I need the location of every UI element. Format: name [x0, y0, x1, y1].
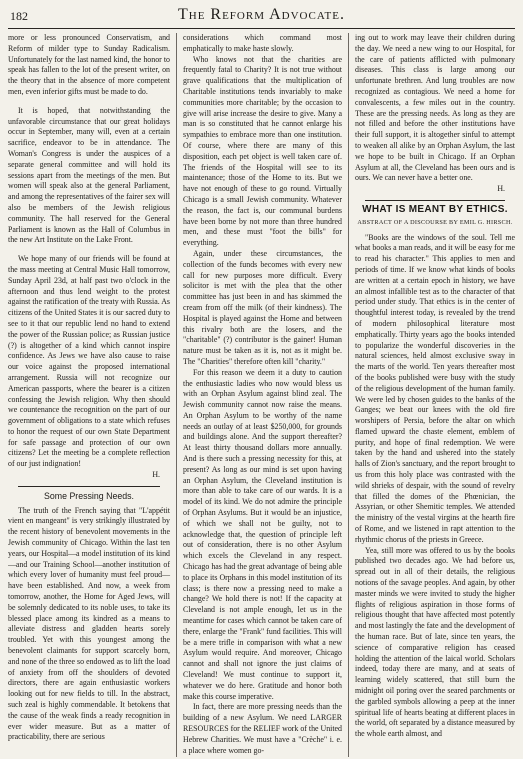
column-2: [176, 33, 348, 757]
paragraph: more or less pronounced Conservatism, and Reform of milder type to Sunday Radicalism. Unfortunately for the last named kind, the honor to speak has fallen to the lot of the present writer, on the theory that in the absence of more competent men, even inferior gifts must be made to do.: [8, 33, 170, 96]
paragraph: Again, under these circumstances, the collection of the funds becomes with every new call for new purposes more difficult. Every solicitor is met with the plea that the other committee has just been in and has skimmed the cream from off the milk (of their kindness). The Hospital is played against the Home and between this rivalry both are the losers, and the "charitable" (?) contributor is the gainer! Human nature must be taken as it is, not as it might be. The "Charities" therefore often kill "charity.": [183, 248, 342, 366]
paragraph: considerations which command most emphatically to make haste slowly.: [183, 33, 342, 53]
page-number: 182: [10, 9, 28, 23]
section-title: Some Pressing Needs.: [44, 490, 134, 501]
paragraph: The truth of the French saying that "L'appétit vient en mangeant" is very strikingly illustrated by the recent history of benevolent movements in the Jewish community of Chicago. Within the last ten years, our Hospital—a model institution of its kind—and our Training School—another institution of which every lover of humanity must feel proud—have been established. And now, a week from tomorrow, another, the Home for Aged Jews, will be solemnly dedicated to its noble uses, to take its blessed place among its kindred as a means to alleviate distress and gladden hearts sorely troubled. Yet with this youngest among the benevolent claimants for support scarcely born, and none of the three so endowed as to lift the load of anxiety from off the shoulders of devoted directors, there are again enthusiastic workers looking out for new fields to till. In the abstract, such zeal is highly commendable. It betokens that the cause of the weak finds a ready recognition in ever wider measure. But as a matter of practicability, there are serious: [8, 505, 170, 742]
article-title: WHAT IS MEANT BY ETHICS.: [362, 203, 508, 215]
divider: [18, 486, 160, 487]
page-header: [8, 4, 515, 29]
paragraph: Yea, still more was offered to us by the books published two decades ago. We had before us, spread out in all of their details, the religious notions of the savage peoples. And again, by other master minds we were invited to study the higher flights of religious aspiration in those forms of religious thought that have affected most potently and most lastingly the fate and the development of the human race. But of late, since ten years, the science of comparative religion has ceased holding the attention of the laical world. Scholars indeed, today there are many, and at seats of learning widely scattered, that still burn the midnight oil poring over the seared parchments or the garbled symbols allowing a peep at the inner spiritual life of hearts beating at different places in the world, oft separated by a distance measured by the whole earth almost, and: [355, 545, 515, 739]
masthead-title: The Reform Advocate.: [177, 6, 345, 23]
signature: H.: [152, 470, 160, 480]
paragraph: It is hoped, that notwithstanding the unfavorable circumstance that our great holidays occur in September, many will, even at a certain sacrifice, endeavor to be in attendance. The Woman's Congress is under the auspices of a separate general committee and will hold its sessions apart from the meetings of the men. But women will speak also at the general Parliament, and among the representatives of the fairer sex will also be members of the Jewish religious community. The hall reserved for the General Parliament is known as the Hall of Columbus in the new Art Institute on the Lake Front.: [8, 105, 170, 245]
paragraph: In fact, there are more pressing needs than the building of a new Asylum. We need LARGER RESOURCES for the RELIEF work of the United Hebrew Charities. We must have a "Crèche" i. e. a place where women go-: [183, 702, 342, 755]
paragraph: ing out to work may leave their children during the day. We need a new wing to our Hospital, for the care of patients afflicted with pulmonary diseases. This class is large among our unfortunate brethren. And lung troubles are now recognized as contagious. We need a home for convalescents, a few miles out in the country. These are the pressing needs. As long as they are not filled and before the other institutions have their full support, it is altogether sinful to attempt to weaken all alike by an Orphan Asylum, the last we hope to be built in Chicago. If an Orphan Asylum at all, the Cleveland has been ours and is ours. We can never have a better one.: [355, 33, 515, 183]
paragraph: Who knows not that the charities are frequently fatal to Charity? It is not true without grave qualifications that the multiplication of Charitable institutions tends invariably to make communities more charitable; by the occasion to give will arise increase the desire to give. Many a man is so constituted that he cannot enlarge his sympathies to embrace more than one institution. Of course, where there are many of this disposition, each pet object is well taken care of. The friends of the Hospital will see to its maintenance; those of the Home to its. But we have not enough of these to go round. Virtually Chicago is a small Jewish community. Whatever the reason, the fact is, our communal burdens have been borne by not more than three hundred men, and these must "foot the bills" for everything.: [183, 54, 342, 248]
column-3: [348, 33, 515, 757]
article-subtitle: ABSTRACT OF A DISCOURSE BY EMIL G. HIRSCH.: [357, 218, 513, 226]
paragraph: We hope many of our friends will be found at the mass meeting at Central Music Hall tomorrow, Sunday April 23d, at half past two o'clock in the afternoon and thus lend weight to the protest against the ratification of the treaty with Russia. As citizens of the United States it is our sacred duty to see to it that our republic lend no hand to extend the power of the Russian police; as Russian justice (?) is altogether of a kind which cannot inspire confidence. As Jews we have also cause to raise our voice against the proposed international arrangement. Russia will not recognize our American passports, where the bearer is a citizen confessing the Jewish religion. Why then should we countenance the recognition on the part of our government of obligations to a state which refuses to honor the request of our own State Department for safe passage and protection of our own citizens? Let the meeting be a complete reflection of our just indignation!: [8, 254, 170, 469]
signature: H.: [497, 184, 505, 194]
column-1: [8, 33, 176, 757]
divider: [365, 200, 505, 201]
paragraph: For this reason we deem it a duty to caution the enthusiastic ladies who now would bless us with an Orphan Asylum against blind zeal. The Jewish community cannot now raise the means. An Orphan Asylum to be worthy of the name needs an outlay of at least $250,000, for grounds and buildings alone. And the support thereafter? At least thirty thousand dollars more annually. And is there such a pressing necessity for this, at present? As long as our mind is set upon having an Orphan Asylum, the Cleveland institution is more than able to take care of our wards. It is a model of its kind. We do not admire the principle of Orphan Asylums. But it would be an injustice, of which we shall not be guilty, not to acknowledge that, the question of principle left out of consideration, there is no other Asylum which excels the Cleveland in any respect. Chicago has had the great advantage of being able to place its Orphans in this model institution of its class; is there now a pressing need to make a change? We hold there is not! If the capacity at Cleveland is not ample enough, let us in the meantime for cases which cannot be taken care of there, enlarge the "Frank" fund facilities. This will be a mere trifle in comparison with what a new Asylum would require. And moreover, Chicago cannot and shall not ignore the just claims of Cleveland! We must continue to support it, whatever we do here. Gratitude and honor both make this course imperative.: [183, 367, 342, 701]
paragraph: "Books are the windows of the soul. Tell me what books a man reads, and it will be easy for me to read his character." This applies to men and periods of time. If we know what kinds of books are written at a certain epoch in history, we have an almost infallible test as to the character of that period under study. That ethics is in the center of thoughtful interest today, is revealed by the trend of modern philosophical literature most emphatically. Thirty years ago the books intended to popularize the wonderful discoveries in the natural sciences, held almost exclusive sway in the marts of the world. Ten years thereafter most of the books published were busy with the study of the religious development of the human family. We were led by chosen guides to the banks of the Ganges; we beat our knees with the old fire worshipers of Persia, before the altar on which flamed upward the chaste element, emblem of purity, and hope of final redemption. We were taken by the hand and ushered into the stately halls of Zion's sanctuary, and the report brought to us from this holy place was contrasted with the wild shrieks of despair, with the sound of revelry that filled the domes of the Phœnician, the Assyrian, or other Shemitic temples. We attended the ministry of the vestal virgins at the hearth fire of Rome, and we listened in rapt attention to the rhythmic chorus of the priests in Greece.: [355, 232, 515, 544]
article-columns: [8, 33, 515, 757]
